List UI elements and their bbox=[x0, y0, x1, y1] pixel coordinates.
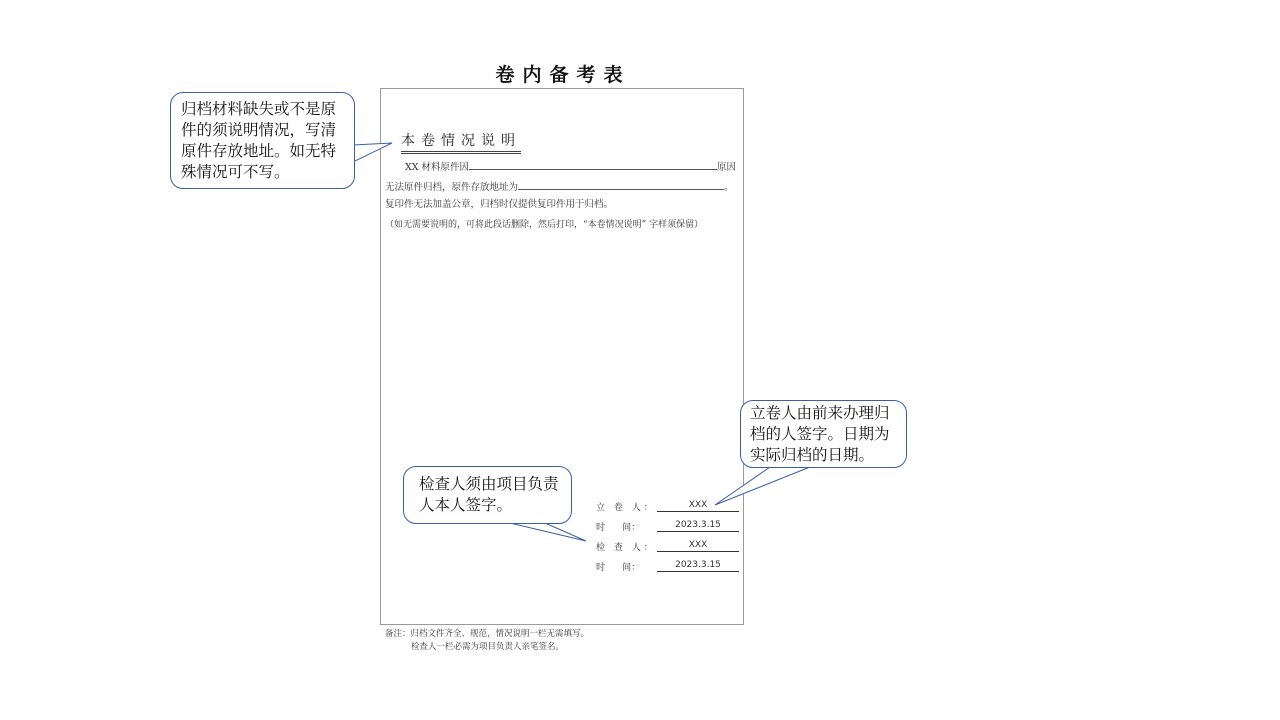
document-title: 卷内备考表 bbox=[495, 64, 631, 86]
fill-blank-address[interactable] bbox=[518, 179, 724, 190]
creator-time-value: 2023.3.15 bbox=[657, 520, 739, 532]
fill-blank-reason[interactable] bbox=[469, 159, 717, 170]
creator-label: 立 卷 人： bbox=[596, 503, 656, 513]
body-line-1 bbox=[405, 159, 736, 174]
body-line-1-suffix: 原因 bbox=[717, 162, 737, 173]
callout-creator-note bbox=[740, 400, 907, 468]
callout-checker-note-text: 检查人须由项目负责人本人签字。 bbox=[419, 475, 559, 514]
checker-label: 检 查 人： bbox=[596, 543, 656, 553]
remark-line-2: 检查人一栏必需为项目负责人亲笔签名。 bbox=[411, 642, 565, 652]
body-line-1-prefix: XX 材料原件因 bbox=[405, 162, 470, 173]
checker-value: XXX bbox=[657, 540, 739, 552]
remark-line-1: 备注：归档文件齐全、规范，情况说明一栏无需填写。 bbox=[385, 629, 590, 639]
section-heading: 本卷情况说明 bbox=[401, 132, 521, 154]
body-line-4: （如无需要说明的，可将此段话删除，然后打印，“本卷情况说明” 字样须保留） bbox=[385, 220, 704, 230]
body-line-2 bbox=[385, 179, 734, 194]
callout-checker-note bbox=[403, 466, 572, 524]
callout-archive-note bbox=[170, 92, 355, 189]
creator-value: XXX bbox=[657, 500, 739, 512]
creator-time-label: 时 间： bbox=[596, 523, 641, 533]
checker-time-label: 时 间： bbox=[596, 563, 641, 573]
body-line-2-suffix: 。 bbox=[724, 182, 734, 193]
body-line-2-prefix: 无法原件归档，原件存放地址为 bbox=[385, 182, 519, 193]
checker-time-value: 2023.3.15 bbox=[657, 560, 739, 572]
callout-creator-note-text: 立卷人由前来办理归档的人签字。日期为实际归档的日期。 bbox=[750, 404, 890, 464]
body-line-3: 复印件无法加盖公章，归档时仅提供复印件用于归档。 bbox=[385, 199, 614, 210]
callout-archive-note-text: 归档材料缺失或不是原件的须说明情况，写清原件存放地址。如无特殊情况可不写。 bbox=[181, 100, 337, 181]
